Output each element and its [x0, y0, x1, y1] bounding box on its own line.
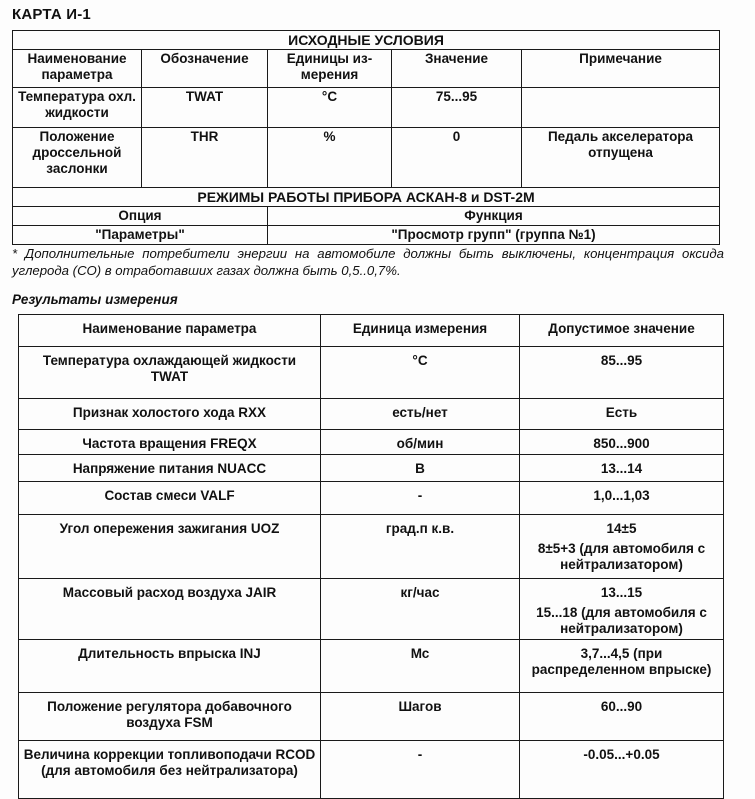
value-line: 13...15 — [600, 585, 643, 600]
parameter-name: Массовый расход воздуха JAIR — [19, 579, 321, 640]
parameter-value — [520, 455, 724, 482]
results-title: Результаты измерения — [12, 292, 178, 307]
table-row — [19, 741, 724, 799]
value-line-alt: 15...18 (для автомобиля с нейтрализатором) — [536, 605, 707, 636]
results-header-allowed: Допустимое значение — [520, 315, 724, 347]
condition-name: Положение дроссельной заслонки — [13, 128, 142, 188]
value-line: 1,0...1,03 — [593, 488, 650, 503]
function-header: Функция — [268, 207, 720, 226]
modes-title: РЕЖИМЫ РАБОТЫ ПРИБОРА АСКАН-8 и DST-2M — [13, 188, 720, 207]
condition-note — [522, 88, 720, 128]
condition-note: Педаль акселератора отпущена — [522, 128, 720, 188]
parameter-unit: Мс — [321, 640, 520, 693]
parameter-name: Угол опережения зажигания UOZ — [19, 515, 321, 579]
table-row — [19, 482, 724, 515]
parameter-unit: - — [321, 482, 520, 515]
initial-conditions-table — [12, 30, 720, 245]
parameter-value — [520, 399, 724, 430]
condition-value: 0 — [392, 128, 522, 188]
header-value: Значение — [392, 50, 522, 88]
value-line: 850...900 — [593, 436, 650, 451]
value-line-alt: 8±5+3 (для автомобиля с нейтрализатором) — [537, 541, 706, 572]
parameter-unit: об/мин — [321, 430, 520, 455]
table-row — [19, 430, 724, 455]
results-table — [18, 314, 724, 799]
condition-row — [13, 128, 720, 188]
parameter-value — [520, 482, 724, 515]
results-header-name: Наименование параметра — [19, 315, 321, 347]
parameter-unit: - — [321, 741, 520, 799]
table-row — [19, 399, 724, 430]
card-title: КАРТА И-1 — [12, 6, 91, 23]
condition-row — [13, 88, 720, 128]
value-line: 3,7...4,5 (при распределенном впрыске) — [531, 646, 712, 677]
parameter-unit: кг/час — [321, 579, 520, 640]
function-value: "Просмотр групп" (группа №1) — [268, 226, 720, 245]
parameter-value — [520, 347, 724, 399]
parameter-name: Напряжение питания NUACC — [19, 455, 321, 482]
condition-units: °С — [268, 88, 392, 128]
parameter-value — [520, 741, 724, 799]
parameter-value — [520, 640, 724, 693]
condition-name: Температура охл. жидкости — [13, 88, 142, 128]
value-line: 13...14 — [600, 461, 643, 476]
results-header-unit: Единица измерения — [321, 315, 520, 347]
table-row — [19, 347, 724, 399]
condition-designation: TWAT — [142, 88, 268, 128]
table-row — [19, 515, 724, 579]
parameter-unit: Шагов — [321, 693, 520, 741]
table-row — [19, 693, 724, 741]
option-value: "Параметры" — [13, 226, 268, 245]
header-name: Наименование параметра — [13, 50, 142, 88]
parameter-name: Длительность впрыска INJ — [19, 640, 321, 693]
parameter-name: Состав смеси VALF — [19, 482, 321, 515]
condition-designation: THR — [142, 128, 268, 188]
parameter-unit: °С — [321, 347, 520, 399]
table-row — [19, 640, 724, 693]
header-designation: Обозначение — [142, 50, 268, 88]
parameter-value — [520, 693, 724, 741]
value-line: 14±5 — [606, 521, 637, 536]
footnote: * Дополнительные потребители энергии на автомобиле должны быть выключены, концентрация оксида углерода (СО) в отработавших газах должна быть 0,5..0,7%. — [12, 246, 724, 278]
parameter-name: Величина коррекции топливоподачи RCOD (для автомобиля без нейтрализатора) — [19, 741, 321, 799]
header-units: Единицы из-мерения — [268, 50, 392, 88]
parameter-value — [520, 579, 724, 640]
initial-conditions-title: ИСХОДНЫЕ УСЛОВИЯ — [13, 31, 720, 50]
table-row — [19, 455, 724, 482]
parameter-name: Положение регулятора добавочного воздуха FSM — [19, 693, 321, 741]
parameter-value — [520, 430, 724, 455]
condition-value: 75...95 — [392, 88, 522, 128]
condition-units: % — [268, 128, 392, 188]
parameter-unit: есть/нет — [321, 399, 520, 430]
option-header: Опция — [13, 207, 268, 226]
value-line: 60...90 — [600, 699, 643, 714]
value-line: -0.05...+0.05 — [583, 747, 660, 762]
value-line: Есть — [605, 405, 638, 420]
table-row — [19, 579, 724, 640]
parameter-unit: В — [321, 455, 520, 482]
parameter-name: Частота вращения FREQX — [19, 430, 321, 455]
parameter-name: Признак холостого хода RXX — [19, 399, 321, 430]
parameter-value — [520, 515, 724, 579]
value-line: 85...95 — [600, 353, 643, 368]
header-note: Примечание — [522, 50, 720, 88]
parameter-unit: град.п к.в. — [321, 515, 520, 579]
parameter-name: Температура охлаждающей жидкости TWAT — [19, 347, 321, 399]
